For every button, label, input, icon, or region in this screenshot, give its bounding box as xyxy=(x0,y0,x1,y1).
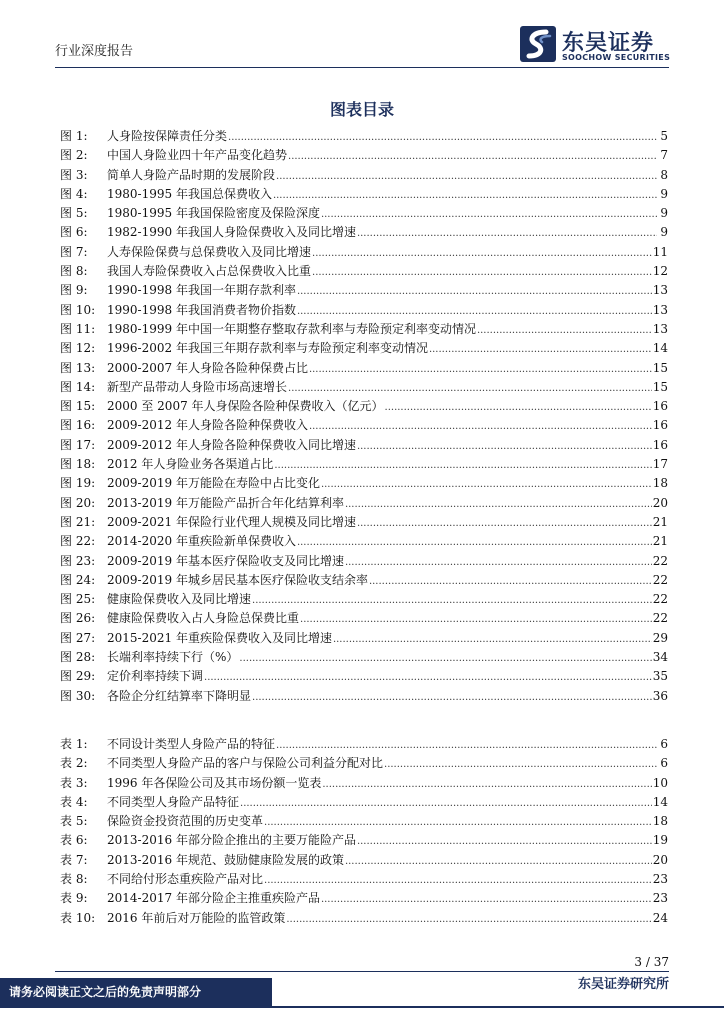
figure-number: 图 7: xyxy=(60,244,88,259)
figure-page-number: 34 xyxy=(652,650,668,665)
table-entry[interactable] xyxy=(60,870,668,889)
table-page-number: 20 xyxy=(652,852,668,867)
dot-leader xyxy=(288,383,652,394)
dot-leader xyxy=(286,914,651,925)
figure-page-number: 9 xyxy=(660,206,668,221)
table-page-number: 6 xyxy=(660,756,668,771)
table-number: 表 9: xyxy=(60,891,88,906)
dot-leader xyxy=(309,421,652,432)
figure-entry[interactable] xyxy=(60,204,668,223)
table-entry[interactable] xyxy=(60,735,668,754)
figure-number: 图 13: xyxy=(60,360,96,375)
figure-page-number: 9 xyxy=(660,186,668,201)
figure-number: 图 21: xyxy=(60,514,96,529)
figure-title: 健康险保费收入及同比增速 xyxy=(107,592,252,607)
figure-number: 图 4: xyxy=(60,186,88,201)
figure-title: 新型产品带动人身险市场高速增长 xyxy=(107,379,288,394)
dot-leader xyxy=(228,132,657,143)
table-title: 1996 年各保险公司及其市场份额一览表 xyxy=(107,775,322,790)
figure-page-number: 9 xyxy=(660,225,668,240)
figure-title: 1990-1998 年我国一年期存款利率 xyxy=(107,283,296,298)
dot-leader xyxy=(297,537,652,548)
figure-number: 图 27: xyxy=(60,630,96,645)
figure-list xyxy=(60,127,668,706)
dot-leader xyxy=(297,306,652,317)
figure-page-number: 13 xyxy=(652,302,668,317)
figure-entry[interactable] xyxy=(60,532,668,551)
figure-title: 1980-1999 年中国一年期整存整取存款利率与寿险预定利率变动情况 xyxy=(107,321,476,336)
figure-number: 图 6: xyxy=(60,225,88,240)
figure-title: 人寿保险保费与总保费收入及同比增速 xyxy=(107,244,312,259)
table-list xyxy=(60,735,668,928)
page-number: 3 / 37 xyxy=(634,955,669,969)
figure-entry[interactable] xyxy=(60,474,668,493)
figure-number: 图 16: xyxy=(60,418,96,433)
figure-entry[interactable] xyxy=(60,397,668,416)
figure-number: 图 19: xyxy=(60,476,96,491)
figure-page-number: 12 xyxy=(652,264,668,279)
figure-page-number: 22 xyxy=(652,553,668,568)
figure-entry[interactable] xyxy=(60,301,668,320)
figure-page-number: 22 xyxy=(652,611,668,626)
figure-entry[interactable] xyxy=(60,494,668,513)
figure-entry[interactable] xyxy=(60,629,668,648)
figure-title: 2009-2019 年城乡居民基本医疗保险收支结余率 xyxy=(107,572,368,587)
dot-leader xyxy=(357,228,657,239)
figure-page-number: 17 xyxy=(652,457,668,472)
dot-leader xyxy=(369,576,652,587)
table-title: 保险资金投资范围的历史变革 xyxy=(107,814,264,829)
figure-number: 图 18: xyxy=(60,457,96,472)
figure-entry[interactable] xyxy=(60,185,668,204)
figure-number: 图 11: xyxy=(60,321,96,336)
figure-page-number: 20 xyxy=(652,495,668,510)
figure-page-number: 8 xyxy=(660,167,668,182)
figure-title: 1982-1990 年我国人身险保费收入及同比增速 xyxy=(107,225,356,240)
page-title: 图表目录 xyxy=(329,100,394,119)
table-title: 2013-2016 年规范、鼓励健康险发展的政策 xyxy=(107,852,344,867)
figure-entry[interactable] xyxy=(60,513,668,532)
figure-page-number: 13 xyxy=(652,321,668,336)
figure-number: 图 17: xyxy=(60,437,96,452)
figure-entry[interactable] xyxy=(60,436,668,455)
table-entry[interactable] xyxy=(60,909,668,928)
dot-leader xyxy=(276,740,657,751)
figure-number: 图 8: xyxy=(60,264,88,279)
table-number: 表 5: xyxy=(60,814,88,829)
dot-leader xyxy=(312,248,652,259)
soochow-logo-icon xyxy=(520,26,556,62)
figure-number: 图 29: xyxy=(60,669,96,684)
figure-number: 图 15: xyxy=(60,399,96,414)
table-page-number: 23 xyxy=(652,891,668,906)
figure-entry[interactable] xyxy=(60,552,668,571)
dot-leader xyxy=(321,894,652,905)
dot-leader xyxy=(384,759,657,770)
figure-number: 图 30: xyxy=(60,688,96,703)
figure-number: 图 25: xyxy=(60,592,96,607)
table-title: 2013-2016 年部分险企推出的主要万能险产品 xyxy=(107,833,356,848)
dot-leader xyxy=(264,817,652,828)
dot-leader xyxy=(240,798,652,809)
dot-leader xyxy=(345,856,652,867)
dot-leader xyxy=(312,267,652,278)
table-entry[interactable] xyxy=(60,831,668,850)
figure-page-number: 22 xyxy=(652,572,668,587)
table-page-number: 23 xyxy=(652,872,668,887)
figure-title: 2000 至 2007 年人身保险各险种保费收入（亿元） xyxy=(107,399,384,414)
disclaimer-banner[interactable]: 请务必阅读正文之后的免责声明部分 xyxy=(0,978,272,1006)
dot-leader xyxy=(297,286,652,297)
table-number: 表 2: xyxy=(60,756,88,771)
figure-title: 2009-2019 年基本医疗保险收支及同比增速 xyxy=(107,553,344,568)
dot-leader xyxy=(321,479,652,490)
bottom-border xyxy=(0,1006,724,1008)
table-title: 不同类型人身险产品特征 xyxy=(107,794,240,809)
figure-title: 2009-2012 年人身险各险种保费收入同比增速 xyxy=(107,437,356,452)
figure-entry[interactable] xyxy=(60,359,668,378)
figure-entry[interactable] xyxy=(60,146,668,165)
figure-entry[interactable] xyxy=(60,455,668,474)
figure-number: 图 9: xyxy=(60,283,88,298)
figure-title: 1980-1995 年我国总保费收入 xyxy=(107,186,272,201)
figure-page-number: 18 xyxy=(652,476,668,491)
figure-number: 图 28: xyxy=(60,650,96,665)
figure-page-number: 16 xyxy=(652,418,668,433)
figure-title: 2015-2021 年重疾险保费收入及同比增速 xyxy=(107,630,332,645)
dot-leader xyxy=(252,692,652,703)
institute-name: 东吴证券研究所 xyxy=(577,977,669,992)
figure-entry[interactable] xyxy=(60,687,668,706)
figure-page-number: 21 xyxy=(652,514,668,529)
table-title: 2014-2017 年部分险企主推重疾险产品 xyxy=(107,891,320,906)
dot-leader xyxy=(357,836,652,847)
brand-name-en: SOOCHOW SECURITIES xyxy=(562,53,671,62)
table-entry[interactable] xyxy=(60,793,668,812)
figure-entry[interactable] xyxy=(60,223,668,242)
table-entry[interactable] xyxy=(60,774,668,793)
table-page-number: 10 xyxy=(652,775,668,790)
table-entry[interactable] xyxy=(60,812,668,831)
figure-title: 定价利率持续下调 xyxy=(107,669,204,684)
figure-entry[interactable] xyxy=(60,667,668,686)
dot-leader xyxy=(288,151,657,162)
figure-page-number: 11 xyxy=(652,244,668,259)
figure-entry[interactable] xyxy=(60,378,668,397)
report-type-label: 行业深度报告 xyxy=(55,44,134,59)
dot-leader xyxy=(309,364,652,375)
table-number: 表 4: xyxy=(60,794,88,809)
figure-entry[interactable] xyxy=(60,416,668,435)
figure-page-number: 16 xyxy=(652,399,668,414)
figure-entry[interactable] xyxy=(60,166,668,185)
figure-entry[interactable] xyxy=(60,648,668,667)
figure-title: 2009-2019 年万能险在寿险中占比变化 xyxy=(107,476,320,491)
dot-leader xyxy=(322,779,651,790)
dot-leader xyxy=(273,190,657,201)
brand-logo xyxy=(520,24,680,64)
figure-title: 1990-1998 年我国消费者物价指数 xyxy=(107,302,296,317)
figure-title: 健康险保费收入占人身险总保费比重 xyxy=(107,611,300,626)
figure-number: 图 3: xyxy=(60,167,88,182)
figure-title: 2009-2021 年保险行业代理人规模及同比增速 xyxy=(107,514,356,529)
figure-page-number: 29 xyxy=(652,630,668,645)
figure-number: 图 10: xyxy=(60,302,96,317)
dot-leader xyxy=(274,460,651,471)
table-title: 不同给付形态重疾险产品对比 xyxy=(107,872,264,887)
figure-title: 2009-2012 年人身险各险种保费收入 xyxy=(107,418,308,433)
figure-entry[interactable] xyxy=(60,609,668,628)
figure-number: 图 1: xyxy=(60,129,88,143)
figure-page-number: 7 xyxy=(660,148,668,163)
dot-leader xyxy=(357,518,652,529)
figure-entry[interactable] xyxy=(60,127,668,146)
table-entry[interactable] xyxy=(60,851,668,870)
dot-leader xyxy=(333,634,652,645)
table-entry[interactable] xyxy=(60,754,668,773)
table-title: 不同设计类型人身险产品的特征 xyxy=(107,737,276,751)
figure-page-number: 5 xyxy=(660,129,668,143)
footer-divider xyxy=(55,971,669,972)
figure-page-number: 35 xyxy=(652,669,668,684)
figure-title: 中国人身险业四十年产品变化趋势 xyxy=(107,148,288,163)
table-title: 不同类型人身险产品的客户与保险公司利益分配对比 xyxy=(107,756,384,771)
table-page-number: 18 xyxy=(652,814,668,829)
table-title: 2016 年前后对万能险的监管政策 xyxy=(107,910,286,925)
table-number: 表 8: xyxy=(60,872,88,887)
table-page-number: 14 xyxy=(652,794,668,809)
dot-leader xyxy=(477,325,652,336)
figure-entry[interactable] xyxy=(60,243,668,262)
figure-number: 图 23: xyxy=(60,553,96,568)
dot-leader xyxy=(345,499,652,510)
table-page-number: 19 xyxy=(652,833,668,848)
figure-title: 2012 年人身险业务各渠道占比 xyxy=(107,457,274,472)
figure-number: 图 20: xyxy=(60,495,96,510)
table-number: 表 3: xyxy=(60,775,88,790)
figure-entry[interactable] xyxy=(60,320,668,339)
dot-leader xyxy=(276,171,657,182)
table-number: 表 10: xyxy=(60,910,96,925)
figure-page-number: 36 xyxy=(652,688,668,703)
figure-entry[interactable] xyxy=(60,571,668,590)
figure-page-number: 14 xyxy=(652,341,668,356)
figure-title: 各险企分红结算率下降明显 xyxy=(107,688,252,703)
brand-name-cn: 东吴证券 xyxy=(562,31,655,56)
dot-leader xyxy=(252,595,652,606)
figure-title: 长端利率持续下行（%） xyxy=(107,650,239,665)
figure-entry[interactable] xyxy=(60,339,668,358)
table-page-number: 24 xyxy=(652,910,668,925)
figure-title: 我国人寿险保费收入占总保费收入比重 xyxy=(107,264,312,279)
figure-page-number: 16 xyxy=(652,437,668,452)
table-entry[interactable] xyxy=(60,889,668,908)
figure-page-number: 13 xyxy=(652,283,668,298)
table-number: 表 7: xyxy=(60,852,88,867)
table-page-number: 6 xyxy=(660,737,668,751)
dot-leader xyxy=(321,209,657,220)
figure-page-number: 22 xyxy=(652,592,668,607)
dot-leader xyxy=(204,672,652,683)
dot-leader xyxy=(345,557,652,568)
dot-leader xyxy=(357,441,652,452)
figure-number: 图 14: xyxy=(60,379,96,394)
figure-entry[interactable] xyxy=(60,262,668,281)
figure-title: 2000-2007 年人身险各险种保费占比 xyxy=(107,360,308,375)
figure-number: 图 5: xyxy=(60,206,88,221)
table-number: 表 1: xyxy=(60,737,88,751)
header-divider xyxy=(55,67,669,68)
figure-entry[interactable] xyxy=(60,590,668,609)
dot-leader xyxy=(385,402,652,413)
dot-leader xyxy=(239,653,651,664)
figure-title: 简单人身险产品时期的发展阶段 xyxy=(107,167,276,182)
figure-number: 图 12: xyxy=(60,341,96,356)
figure-number: 图 24: xyxy=(60,572,96,587)
figure-number: 图 22: xyxy=(60,534,96,549)
figure-page-number: 15 xyxy=(652,379,668,394)
figure-title: 2014-2020 年重疾险新单保费收入 xyxy=(107,534,296,549)
table-number: 表 6: xyxy=(60,833,88,848)
figure-title: 1996-2002 年我国三年期存款利率与寿险预定利率变动情况 xyxy=(107,341,428,356)
dot-leader xyxy=(300,614,652,625)
dot-leader xyxy=(264,875,652,886)
figure-entry[interactable] xyxy=(60,281,668,300)
figure-number: 图 2: xyxy=(60,148,88,163)
figure-page-number: 15 xyxy=(652,360,668,375)
figure-title: 1980-1995 年我国保险密度及保险深度 xyxy=(107,206,320,221)
figure-title: 2013-2019 年万能险产品折合年化结算利率 xyxy=(107,495,344,510)
dot-leader xyxy=(429,344,652,355)
figure-page-number: 21 xyxy=(652,534,668,549)
figure-title: 人身险按保障责任分类 xyxy=(107,129,228,143)
figure-number: 图 26: xyxy=(60,611,96,626)
